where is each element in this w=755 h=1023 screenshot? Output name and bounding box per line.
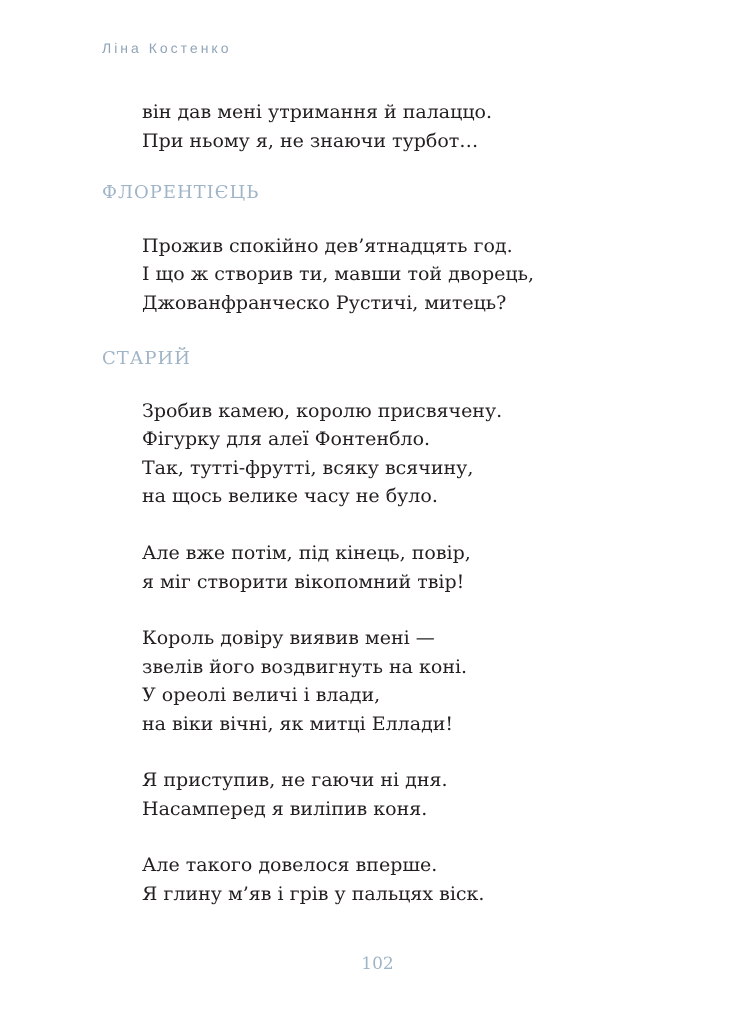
- verse-line: Насамперед я виліпив коня.: [142, 798, 428, 820]
- verse-line: І що ж створив ти, мавши той дворець,: [142, 263, 534, 285]
- speaker-name: СТАРИЙ: [102, 348, 191, 369]
- verse-line: Джованфранческо Рустичі, митець?: [142, 292, 507, 314]
- verse-line: Зробив камею, королю присвячену.: [142, 400, 503, 422]
- verse-line: Але вже потім, під кінець, повір,: [142, 542, 471, 564]
- verse-line: У ореолі величі і влади,: [142, 684, 381, 706]
- verse-line: на віки вічні, як митці Еллади!: [142, 713, 454, 735]
- verse-line: звелів його воздвигнуть на коні.: [142, 656, 468, 678]
- verse-line: При ньому я, не знаючи турбот…: [142, 130, 479, 152]
- verse-line: я міг створити вікопомний твір!: [142, 571, 465, 593]
- verse-line: він дав мені утримання й палаццо.: [142, 101, 493, 123]
- verse-line: Король довіру виявив мені —: [142, 627, 435, 649]
- verse-line: на щось велике часу не було.: [142, 485, 438, 507]
- page-number: 102: [361, 954, 394, 974]
- verse-line: Прожив спокійно дев’ятнадцять год.: [142, 235, 513, 257]
- running-head-author: Ліна Костенко: [102, 40, 232, 56]
- verse-line: Фігурку для алеї Фонтенбло.: [142, 428, 431, 450]
- verse-line: Але такого довелося вперше.: [142, 854, 438, 876]
- verse-line: Я приступив, не гаючи ні дня.: [142, 769, 448, 791]
- verse-line: Я глину м’яв і грів у пальцях віск.: [142, 883, 485, 905]
- verse-line: Так, тутті-фрутті, всяку всячину,: [142, 457, 474, 479]
- speaker-name: ФЛОРЕНТІЄЦЬ: [102, 182, 260, 203]
